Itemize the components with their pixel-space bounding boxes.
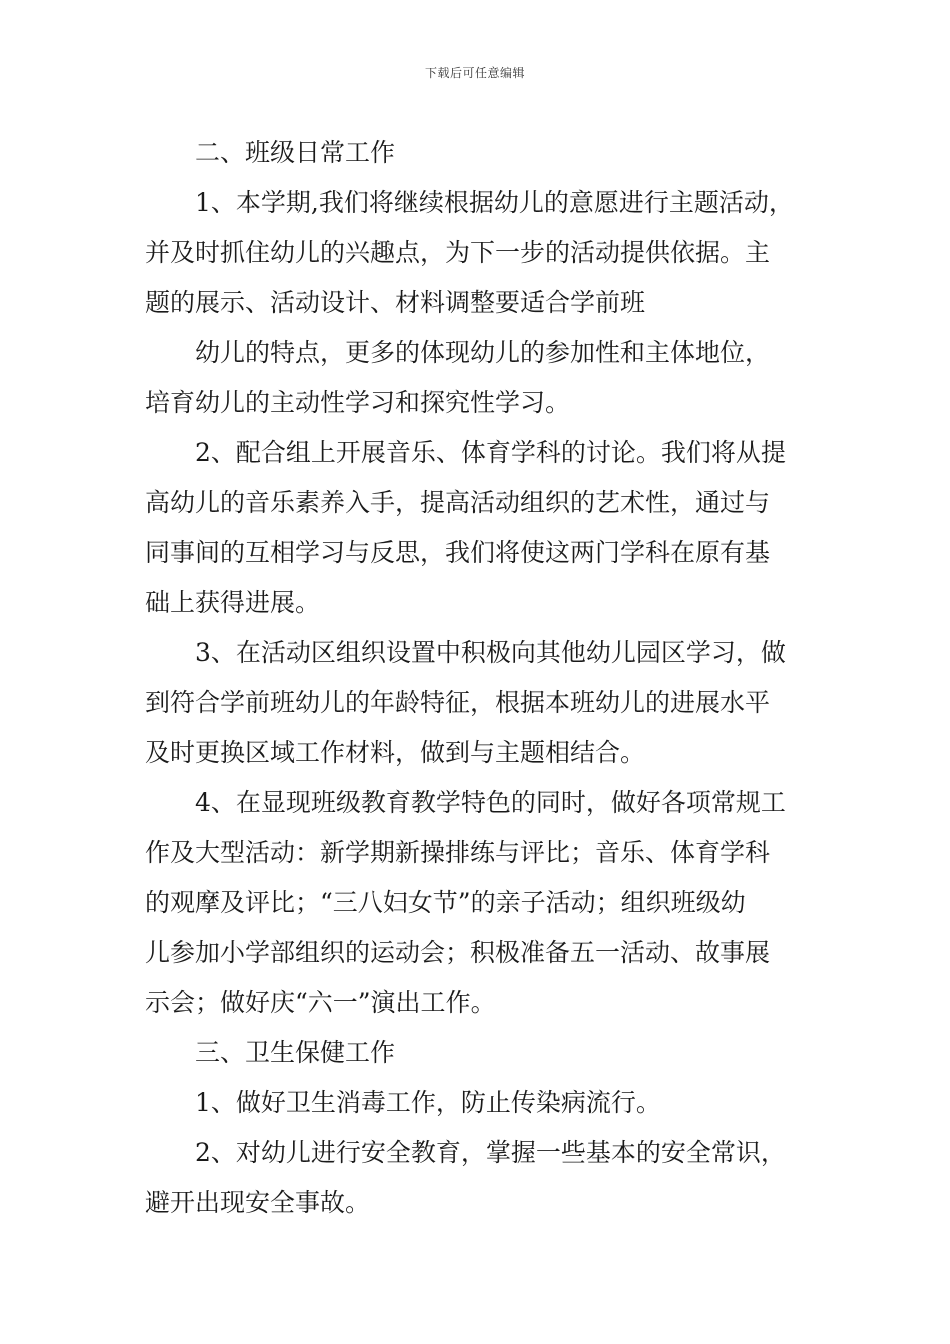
text-line: 2、配合组上开展音乐、体育学科的讨论。我们将从提 xyxy=(195,438,786,467)
text-line: 同事间的互相学习与反思，我们将使这两门学科在原有基 xyxy=(145,538,771,567)
text-line: 的观摩及评比；“三八妇女节”的亲子活动；组织班级幼 xyxy=(145,888,746,917)
text-line: 作及大型活动：新学期新操排练与评比；音乐、体育学科 xyxy=(145,838,771,867)
text-line: 三、卫生保健工作 xyxy=(195,1038,396,1067)
text-line: 及时更换区域工作材料，做到与主题相结合。 xyxy=(145,738,646,767)
paragraph xyxy=(145,778,815,1028)
paragraph xyxy=(145,1078,815,1128)
text-line: 础上获得进展。 xyxy=(145,588,321,617)
text-line: 2、对幼儿进行安全教育，掌握一些基本的安全常识， xyxy=(195,1138,786,1167)
text-line: 1、做好卫生消毒工作，防止传染病流行。 xyxy=(195,1088,661,1117)
section-heading xyxy=(145,128,815,178)
section-heading xyxy=(145,1028,815,1078)
text-line: 1、本学期,我们将继续根据幼儿的意愿进行主题活动， xyxy=(195,188,794,217)
text-line: 4、在显现班级教育教学特色的同时，做好各项常规工 xyxy=(195,788,786,817)
text-line: 二、班级日常工作 xyxy=(195,138,396,167)
text-line: 3、在活动区组织设置中积极向其他幼儿园区学习，做 xyxy=(195,638,786,667)
text-line: 并及时抓住幼儿的兴趣点，为下一步的活动提供依据。主 xyxy=(145,238,771,267)
text-line: 培育幼儿的主动性学习和探究性学习。 xyxy=(145,388,571,417)
text-line: 避开出现安全事故。 xyxy=(145,1188,371,1217)
text-line: 题的展示、活动设计、材料调整要适合学前班 xyxy=(145,288,646,317)
paragraph xyxy=(145,1128,815,1228)
paragraph xyxy=(145,628,815,778)
text-line: 示会；做好庆“六一”演出工作。 xyxy=(145,988,496,1017)
text-line: 高幼儿的音乐素养入手，提高活动组织的艺术性，通过与 xyxy=(145,488,771,517)
text-line: 幼儿的特点，更多的体现幼儿的参加性和主体地位， xyxy=(195,338,771,367)
text-line: 儿参加小学部组织的运动会；积极准备五一活动、故事展 xyxy=(145,938,771,967)
text-line: 到符合学前班幼儿的年龄特征，根据本班幼儿的进展水平 xyxy=(145,688,771,717)
paragraph xyxy=(145,328,815,428)
paragraph xyxy=(145,178,815,328)
document-body xyxy=(145,128,815,1228)
paragraph xyxy=(145,428,815,628)
page-header: 下载后可任意编辑 xyxy=(424,66,525,80)
